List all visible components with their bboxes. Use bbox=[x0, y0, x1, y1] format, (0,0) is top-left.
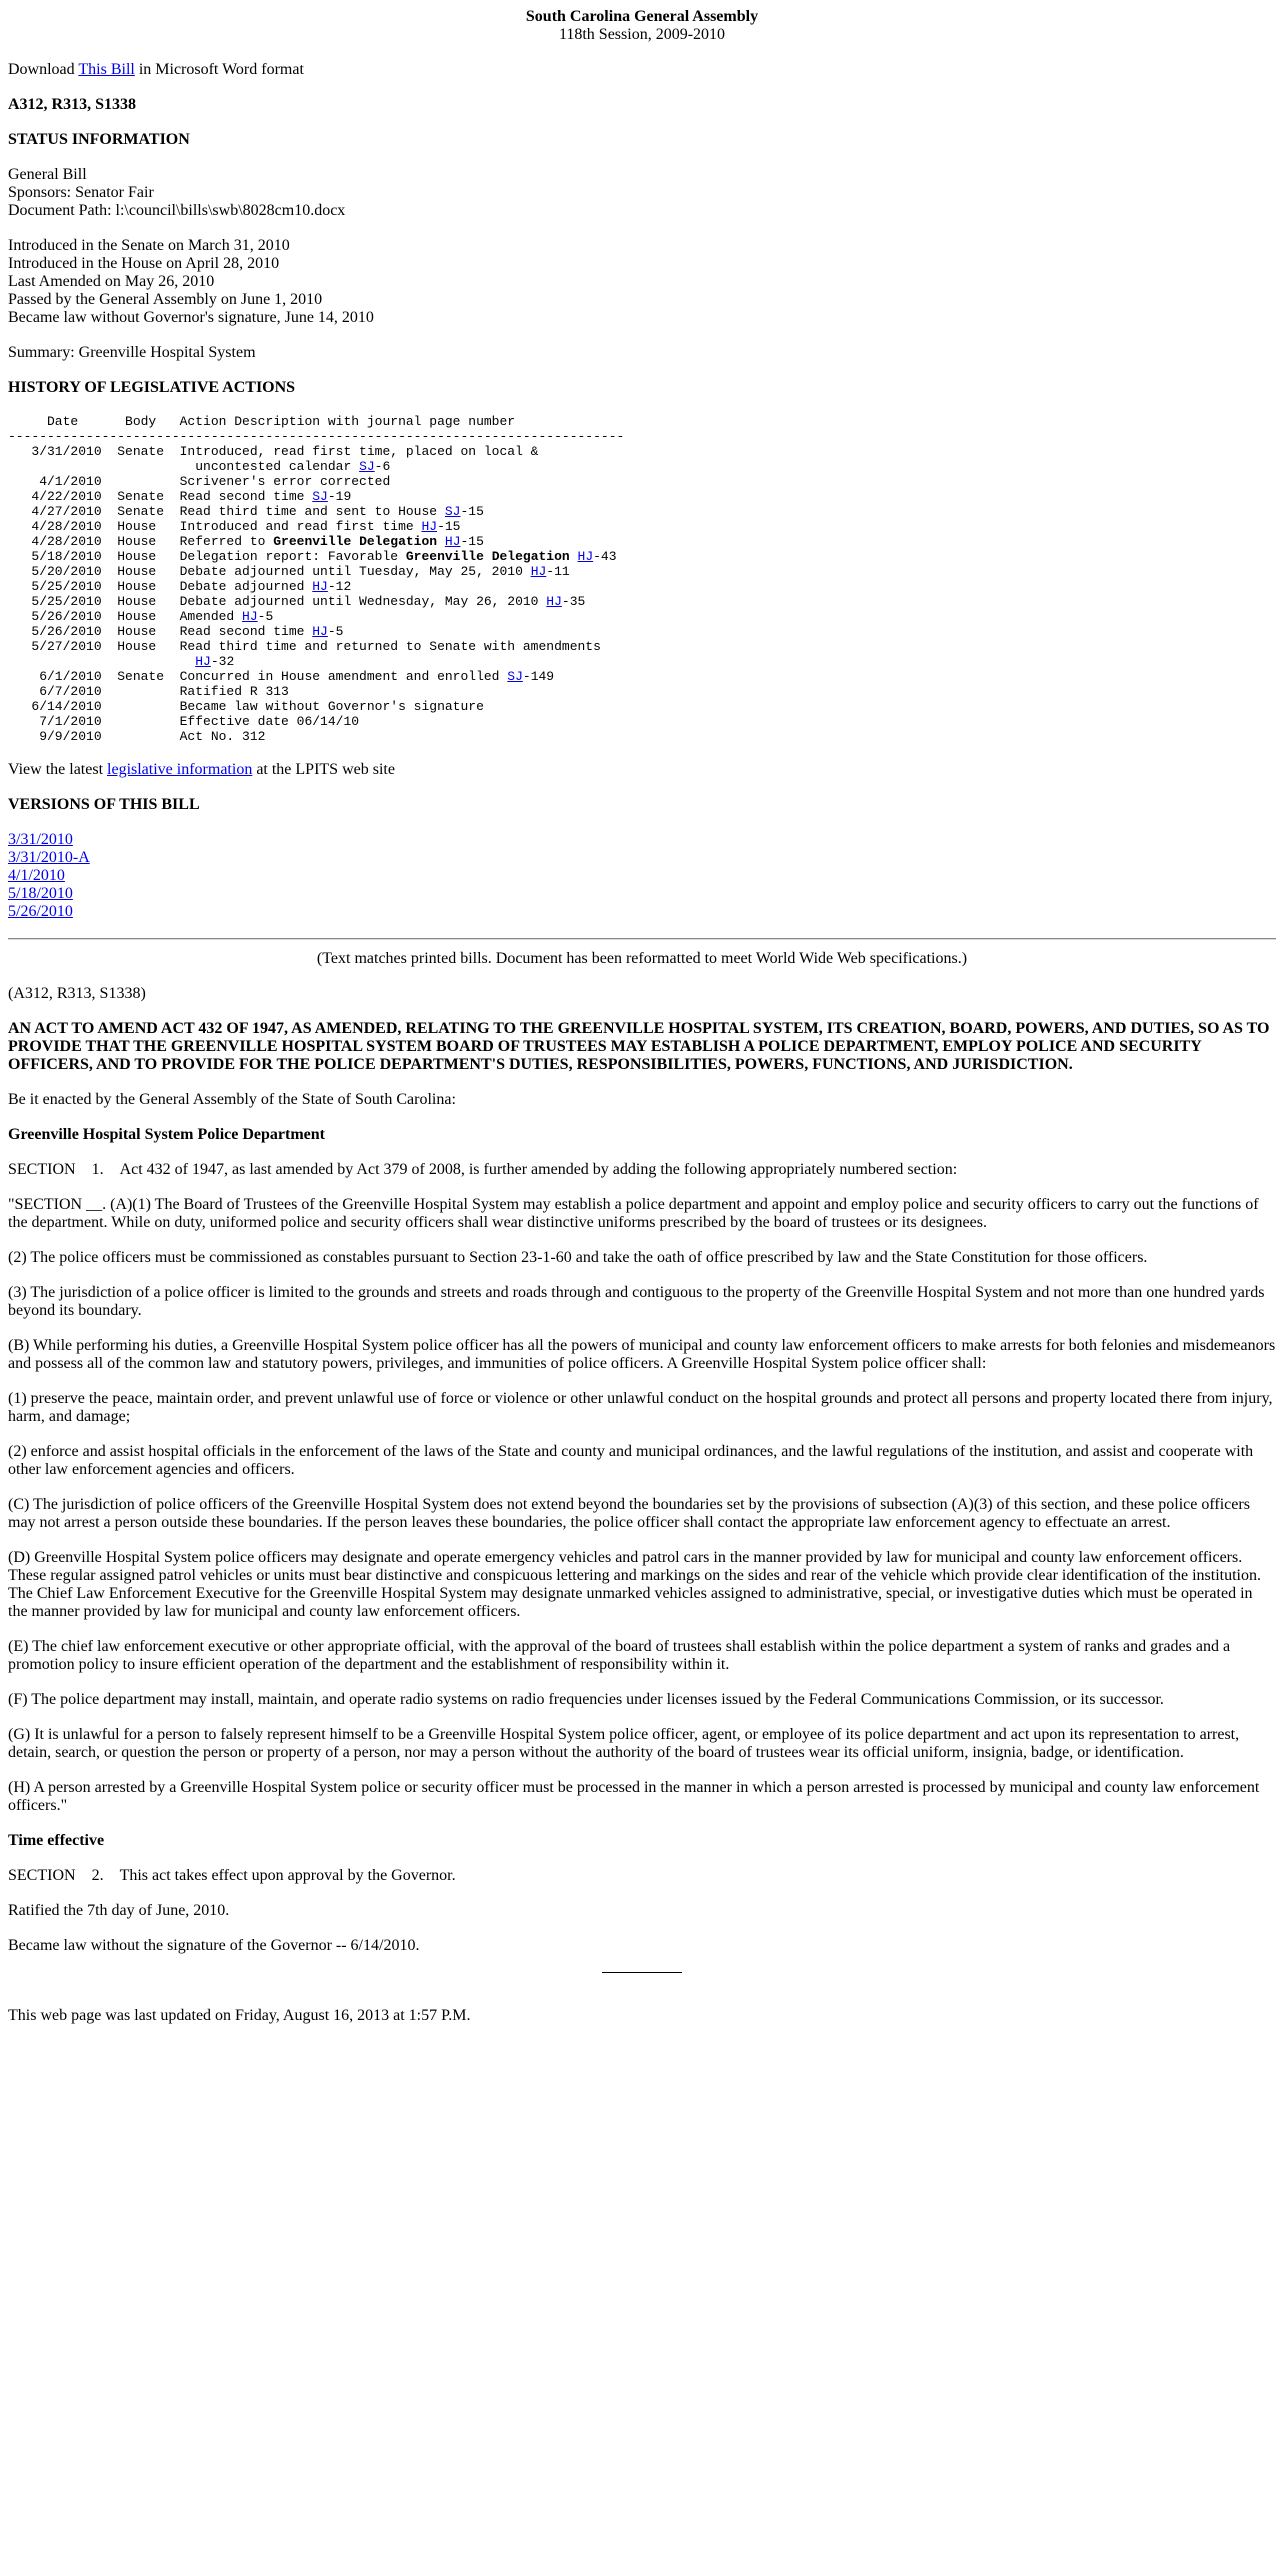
download-line: Download This Bill in Microsoft Word format bbox=[8, 61, 304, 78]
journal-link[interactable]: SJ bbox=[359, 459, 375, 474]
journal-link[interactable]: HJ bbox=[546, 594, 562, 609]
section-paragraph: (2) The police officers must be commissioned as constables pursuant to Section 23-1-60 and take the oath of office prescribed by law and the State Constitution for those officers. bbox=[8, 1249, 1148, 1266]
history-row: 5/25/2010 House Debate adjourned until Wednesday, May 26, 2010 HJ-35 bbox=[8, 594, 586, 609]
journal-link[interactable]: HJ bbox=[312, 579, 328, 594]
version-link[interactable]: 3/31/2010-A bbox=[8, 849, 90, 866]
history-row: 5/26/2010 House Amended HJ-5 bbox=[8, 609, 274, 624]
bill-type: General Bill bbox=[8, 166, 87, 183]
enacting-clause: Be it enacted by the General Assembly of the State of South Carolina: bbox=[8, 1091, 456, 1108]
sponsors: Sponsors: Senator Fair bbox=[8, 184, 154, 201]
history-row: 6/14/2010 Became law without Governor's signature bbox=[8, 699, 484, 714]
section1-text: SECTION 1. Act 432 of 1947, as last amended by Act 379 of 2008, is further amended by adding the following appropriately numbered section: bbox=[8, 1161, 958, 1178]
status-heading: STATUS INFORMATION bbox=[8, 131, 190, 148]
section-paragraph: (B) While performing his duties, a Greenville Hospital System police officer has all the powers of municipal and county law enforcement officers to make arrests for both felonies and misdemeanors and possess all of the common law and statutory powers, privileges, and immunities of police officers. A Greenville Hospital System police officer shall: bbox=[8, 1337, 1276, 1372]
section2-heading: Time effective bbox=[8, 1832, 105, 1849]
history-row: 5/18/2010 House Delegation report: Favorable Greenville Delegation HJ-43 bbox=[8, 549, 617, 564]
status-events: Introduced in the Senate on March 31, 2010 Introduced in the House on April 28, 2010 Last Amended on May 26, 2010 Passed by the General Assembly on June 1, 2010 Became law without Governor's signature, June 14, 2010 bbox=[8, 237, 374, 326]
journal-link[interactable]: HJ bbox=[242, 609, 258, 624]
versions-heading: VERSIONS OF THIS BILL bbox=[8, 796, 200, 813]
section-paragraph: (C) The jurisdiction of police officers of the Greenville Hospital System does not extend beyond the boundaries set by the provisions of subsection (A)(3) of this section, and these police officers may not arrest a person outside these boundaries. If the person leaves these boundaries, the police officer shall contact the appropriate law enforcement agency to effectuate an arrest. bbox=[8, 1496, 1250, 1531]
section2-text: SECTION 2. This act takes effect upon approval by the Governor. bbox=[8, 1867, 456, 1884]
journal-link[interactable]: HJ bbox=[312, 624, 328, 639]
summary: Summary: Greenville Hospital System bbox=[8, 344, 256, 361]
history-row: 4/27/2010 Senate Read third time and sent to House SJ-15 bbox=[8, 504, 484, 519]
history-row: 5/27/2010 House Read third time and returned to Senate with amendments HJ-32 bbox=[31, 639, 601, 669]
version-link[interactable]: 5/18/2010 bbox=[8, 885, 73, 902]
history-row: 5/20/2010 House Debate adjourned until Tuesday, May 25, 2010 HJ-11 bbox=[8, 564, 570, 579]
text-note: (Text matches printed bills. Document has been reformatted to meet World Wide Web specifications.) bbox=[316, 950, 968, 967]
journal-link[interactable]: HJ bbox=[195, 654, 211, 669]
history-row: 4/28/2010 House Introduced and read first time HJ-15 bbox=[8, 519, 461, 534]
journal-link[interactable]: HJ bbox=[530, 564, 547, 579]
section-paragraph: "SECTION __. (A)(1) The Board of Trustees of the Greenville Hospital System may establish a police department and appoint and employ police and security officers to carry out the functions of the department. While on duty, uniformed police and security officers shall wear distinctive uniforms prescribed by the board of trustees or its designees. bbox=[8, 1196, 1259, 1231]
version-link[interactable]: 3/31/2010 bbox=[8, 831, 73, 848]
legislative-information-link[interactable]: legislative information bbox=[107, 761, 253, 778]
section-paragraph: (F) The police department may install, maintain, and operate radio systems on radio frequencies under licenses issued by the Federal Communications Commission, or its successor. bbox=[8, 1691, 1164, 1708]
section-paragraph: (G) It is unlawful for a person to falsely represent himself to be a Greenville Hospital System police officer, agent, or employee of its police department and act upon its representation to arrest, detain, search, or question the person or property of a person, nor may a person without the authority of the board of trustees wear its official uniform, insignia, badge, or identification. bbox=[8, 1726, 1240, 1761]
download-bill-link[interactable]: This Bill bbox=[78, 61, 135, 78]
committee-name: Greenville Delegation bbox=[273, 534, 438, 549]
journal-link[interactable]: SJ bbox=[507, 669, 523, 684]
section-paragraph: (E) The chief law enforcement executive or other appropriate official, with the approval of the board of trustees shall establish within the police department a system of ranks and grades and a promotion policy to insure efficient operation of the department and the establishment of responsibility within it. bbox=[8, 1638, 1231, 1673]
end-rule bbox=[602, 1972, 682, 1973]
status-info bbox=[8, 166, 1276, 220]
section-paragraph: (D) Greenville Hospital System police officers may designate and operate emergency vehicles and patrol cars in the manner provided by law for municipal and county law enforcement officers. These regular assigned patrol vehicles or units must bear distinctive and conspicuous lettering and markings on the sides and rear of the vehicle which provide clear identification of the institution. The Chief Law Enforcement Executive for the Greenville Hospital System may designate unmarked vehicles assigned to administrative, special, or investigative duties which must be operated in the manner provided by law for municipal and county law enforcement officers. bbox=[8, 1549, 1261, 1620]
document-path: Document Path: l:\council\bills\swb\8028cm10.docx bbox=[8, 202, 346, 219]
section-paragraph: (3) The jurisdiction of a police officer is limited to the grounds and streets and roads through and contiguous to the property of the Greenville Hospital System and not more than one hundred yards beyond its boundary. bbox=[8, 1284, 1265, 1319]
journal-link[interactable]: HJ bbox=[444, 534, 461, 549]
divider bbox=[8, 938, 1276, 940]
committee-name: Greenville Delegation bbox=[405, 549, 570, 564]
became-law-line: Became law without the signature of the Governor -- 6/14/2010. bbox=[8, 1937, 420, 1954]
history-row: 5/26/2010 House Read second time HJ-5 bbox=[8, 624, 344, 639]
history-row: 4/22/2010 Senate Read second time SJ-19 bbox=[8, 489, 352, 504]
page-header bbox=[8, 8, 1276, 44]
act-title: AN ACT TO AMEND ACT 432 OF 1947, AS AMENDED, RELATING TO THE GREENVILLE HOSPITAL SYSTEM, ITS CREATION, BOARD, POWERS, AND DUTIES, SO AS TO PROVIDE THAT THE GREENVILLE HOSPITAL SYSTEM BOARD OF TRUSTEES MAY ESTABLISH A POLICE DEPARTMENT, EMPLOY POLICE AND SECURITY OFFICERS, AND TO PROVIDE FOR THE POLICE DEPARTMENT'S DUTIES, RESPONSIBILITIES, POWERS, FUNCTIONS, AND JURISDICTION. bbox=[8, 1020, 1270, 1073]
section-paragraph: (1) preserve the peace, maintain order, and prevent unlawful use of force or violence or other unlawful conduct on the hospital grounds and protect all persons and property located there from injury, harm, and damage; bbox=[8, 1390, 1273, 1425]
journal-link[interactable]: HJ bbox=[577, 549, 594, 564]
history-row: 3/31/2010 Senate Introduced, read first time, placed on local & uncontested calendar SJ-6 bbox=[31, 444, 539, 474]
version-link[interactable]: 5/26/2010 bbox=[8, 903, 73, 920]
history-column-header: Date Body Action Description with journal page number bbox=[8, 414, 516, 429]
session-label: 118th Session, 2009-2010 bbox=[558, 26, 726, 43]
history-row: 4/28/2010 House Referred to Greenville Delegation HJ-15 bbox=[8, 534, 484, 549]
journal-link[interactable]: SJ bbox=[312, 489, 328, 504]
versions-list bbox=[8, 831, 1276, 921]
history-rows bbox=[8, 444, 617, 744]
bill-reference: (A312, R313, S1338) bbox=[8, 985, 146, 1002]
version-link[interactable]: 4/1/2010 bbox=[8, 867, 65, 884]
history-row: 4/1/2010 Scrivener's error corrected bbox=[8, 474, 391, 489]
history-row: 6/1/2010 Senate Concurred in House amendment and enrolled SJ-149 bbox=[8, 669, 555, 684]
latest-info-line: View the latest legislative information at the LPITS web site bbox=[8, 761, 395, 778]
history-heading: HISTORY OF LEGISLATIVE ACTIONS bbox=[8, 379, 296, 396]
section-paragraph: (2) enforce and assist hospital officials in the enforcement of the laws of the State and county and municipal ordinances, and the lawful regulations of the institution, and assist and cooperate with other law enforcement agencies and officers. bbox=[8, 1443, 1254, 1478]
history-row: 5/25/2010 House Debate adjourned HJ-12 bbox=[8, 579, 352, 594]
journal-link[interactable]: HJ bbox=[421, 519, 438, 534]
history-divider: ------------------------------------------------------------------------------- bbox=[8, 429, 625, 444]
history-row: 9/9/2010 Act No. 312 bbox=[8, 729, 266, 744]
section-paragraph: (H) A person arrested by a Greenville Hospital System police or security officer must be processed in the manner in which a person arrested is processed by municipal and county law enforcement officers." bbox=[8, 1779, 1260, 1814]
section1-heading: Greenville Hospital System Police Department bbox=[8, 1126, 325, 1143]
last-updated: This web page was last updated on Friday, August 16, 2013 at 1:57 P.M. bbox=[8, 2007, 471, 2024]
bill-numbers: A312, R313, S1338 bbox=[8, 96, 137, 113]
page-title: South Carolina General Assembly bbox=[525, 8, 759, 25]
ratified-line: Ratified the 7th day of June, 2010. bbox=[8, 1902, 230, 1919]
history-table bbox=[8, 414, 1276, 744]
journal-link[interactable]: SJ bbox=[444, 504, 461, 519]
history-row: 7/1/2010 Effective date 06/14/10 bbox=[8, 714, 360, 729]
history-row: 6/7/2010 Ratified R 313 bbox=[8, 684, 289, 699]
